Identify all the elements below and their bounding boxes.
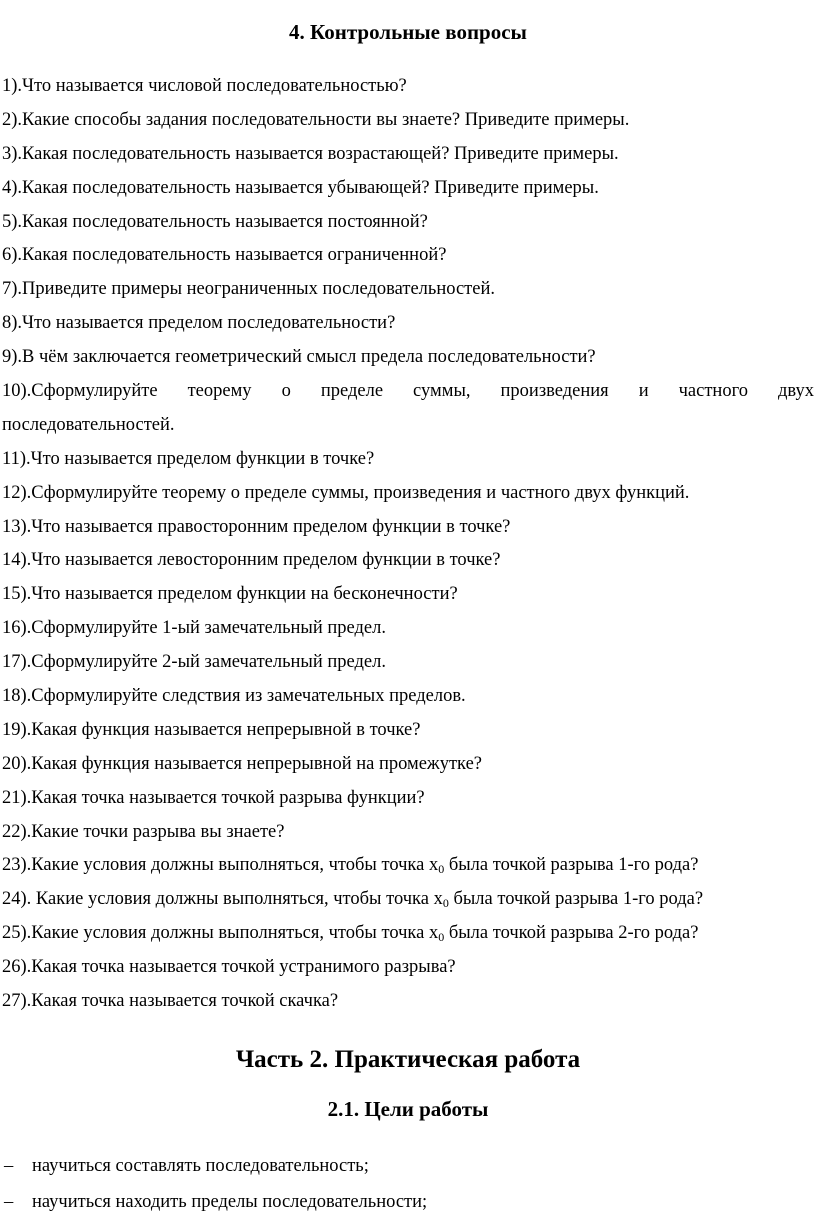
question-15: 15).Что называется пределом функции на бесконечности?: [2, 584, 458, 605]
question-24-text: 24). Какие условия должны выполняться, чтобы точка x: [2, 889, 443, 910]
question-2: 2).Какие способы задания последовательности вы знаете? Приведите примеры.: [2, 109, 630, 130]
question-16: 16).Сформулируйте 1-ый замечательный предел.: [2, 618, 386, 639]
question-24-subscript: 0: [442, 896, 449, 911]
goal-item: [4, 1184, 427, 1220]
question-3: 3).Какая последовательность называется возрастающей? Приведите примеры.: [2, 143, 619, 164]
question-11: 11).Что называется пределом функции в точке?: [2, 448, 375, 469]
question-6: 6).Какая последовательность называется ограниченной?: [2, 245, 447, 266]
question-1: 1).Что называется числовой последовательностью?: [2, 76, 407, 96]
question-25-subscript: 0: [438, 930, 445, 945]
question-12: 12).Сформулируйте теорему о пределе суммы, произведения и частного двух функций.: [2, 482, 690, 503]
dash-marker: –: [4, 1156, 14, 1176]
question-20: 20).Какая функция называется непрерывной на промежутке?: [2, 753, 482, 774]
goals-list: [4, 1148, 427, 1220]
question-8: 8).Что называется пределом последовательности?: [2, 313, 396, 334]
question-17: 17).Сформулируйте 2-ый замечательный предел.: [2, 652, 386, 673]
question-26: 26).Какая точка называется точкой устранимого разрыва?: [2, 957, 456, 978]
question-4: 4).Какая последовательность называется убывающей? Приведите примеры.: [2, 177, 599, 198]
question-10-line1: 10).Сформулируйте теорему о пределе суммы, произведения и частного двух: [2, 381, 814, 402]
question-7: 7).Приведите примеры неограниченных последовательностей.: [2, 279, 495, 300]
question-23-text: 23).Какие условия должны выполняться, чтобы точка x: [2, 855, 439, 876]
question-23-text-end: была точкой разрыва 1-го рода?: [444, 855, 699, 876]
questions-list: [2, 70, 814, 1019]
question-5: 5).Какая последовательность называется постоянной?: [2, 211, 428, 232]
question-13: 13).Что называется правосторонним пределом функции в точке?: [2, 516, 511, 537]
question-10: [2, 375, 814, 443]
question-18: 18).Сформулируйте следствия из замечательных пределов.: [2, 686, 466, 707]
goal-text: научиться находить пределы последовательности;: [32, 1192, 428, 1212]
question-9: 9).В чём заключается геометрический смысл предела последовательности?: [2, 347, 596, 368]
section-title: 4. Контрольные вопросы: [289, 20, 527, 44]
question-19: 19).Какая функция называется непрерывной в точке?: [2, 719, 421, 740]
question-23: [2, 849, 814, 883]
dash-marker: –: [4, 1192, 14, 1212]
question-24-text-end: была точкой разрыва 1-го рода?: [448, 889, 704, 910]
question-25: [2, 917, 814, 951]
goal-text: научиться составлять последовательность;: [32, 1156, 369, 1176]
question-10-line2: последовательностей.: [2, 414, 175, 435]
question-22: 22).Какие точки разрыва вы знаете?: [2, 821, 285, 842]
question-25-text: 25).Какие условия должны выполняться, чтобы точка x: [2, 923, 439, 944]
question-27: 27).Какая точка называется точкой скачка?: [2, 991, 339, 1012]
question-23-subscript: 0: [438, 862, 445, 877]
goal-item: [4, 1148, 427, 1184]
question-14: 14).Что называется левосторонним пределом функции в точке?: [2, 550, 501, 571]
part-title: Часть 2. Практическая работа: [235, 1046, 581, 1073]
question-25-text-end: была точкой разрыва 2-го рода?: [444, 923, 699, 944]
question-21: 21).Какая точка называется точкой разрыва функции?: [2, 787, 425, 808]
subsection-title: 2.1. Цели работы: [327, 1097, 489, 1121]
question-24: [2, 883, 814, 917]
